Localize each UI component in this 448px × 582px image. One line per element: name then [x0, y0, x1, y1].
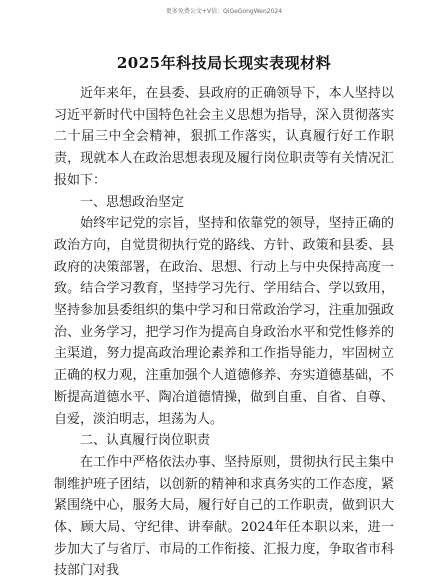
- section-heading-2: 二、认真履行岗位职责: [80, 433, 211, 449]
- header-note: 更多免费公文+V信：QiGeGongWen2024: [165, 8, 283, 15]
- document-title: 2025年科技局长现实表现材料: [116, 54, 332, 72]
- intro-paragraph: 近年来年，在县委、县政府的正确领导下，本人坚持以习近平新时代中国特色社会主义思想为指导，深入贯彻落实二十届三中全会精神，狠抓工作落实，认真履行好工作职责，现就本人在政治思想表现及履行岗位职责等有关情况汇报如下：: [54, 86, 394, 188]
- document-body: [54, 83, 394, 582]
- section-2-paragraph: 在工作中严格依法办事、坚持原则，贯彻执行民主集中制维护班子团结，以创新的精神和求真务实的工作态度，紧紧围绕中心，服务大局，履行好自己的工作职责，做到识大体、顾大局、守纪律、讲奉献。2024年任本职以来，进一步加大了与省厅、市局的工作衔接、汇报力度，争取省市科技部门对我: [54, 454, 394, 579]
- section-heading-1: 一、思想政治坚定: [80, 194, 185, 210]
- section-1-paragraph: 始终牢记党的宗旨，坚持和依靠党的领导，坚持正确的政治方向，自觉贯彻执行党的路线、方针、政策和县委、县政府的决策部署，在政治、思想、行动上与中央保持高度一致。结合学习教育，坚持学习先行、学用结合、学以致用，坚持参加县委组织的集中学习和日常政治学习，注重加强政治、业务学习，把学习作为提高自身政治水平和党性修养的主渠道，努力提高政治理论素养和工作指导能力，牢固树立正确的权力观，注重加强个人道德修养、夯实道德基础，不断提高道德水平、陶冶道德情操，做到自重、自省、自尊、自爱，淡泊明志，坦荡为人。: [54, 216, 394, 427]
